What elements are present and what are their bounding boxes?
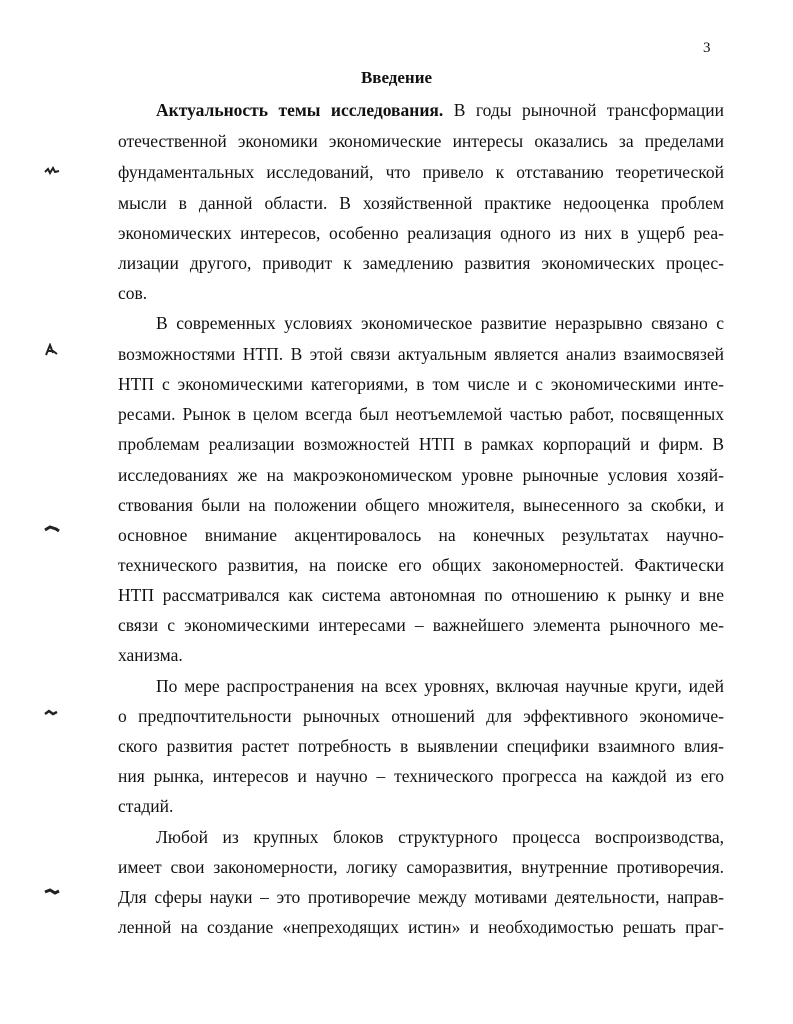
- text-line: ствования были на положении общего множителя, вынесенного за скобки, и: [118, 495, 724, 515]
- page-number: 3: [703, 40, 711, 56]
- line-text: В годы рыночной трансформации: [443, 100, 724, 120]
- text-line: [156, 100, 724, 120]
- page-title: Введение: [360, 68, 433, 87]
- text-line: ского развития растет потребность в выявлении специфики взаимного влия-: [118, 736, 724, 756]
- text-line: НТП с экономическими категориями, в том числе и с экономическими инте-: [118, 374, 724, 394]
- text-line: По мере распространения на всех уровнях, включая научные круги, идей: [156, 676, 724, 696]
- text-line: стадий.: [118, 796, 174, 816]
- text-line: о предпочтительности рыночных отношений для эффективного экономиче-: [118, 706, 724, 726]
- text-line: сов.: [118, 283, 148, 303]
- text-line: лизации другого, приводит к замедлению развития экономических процес-: [118, 253, 724, 273]
- text-line: основное внимание акцентировалось на конечных результатах научно-: [118, 525, 724, 545]
- text-line: мысли в данной области. В хозяйственной практике недооценка проблем: [118, 193, 724, 213]
- text-line: В современных условиях экономическое развитие неразрывно связано с: [156, 313, 724, 333]
- text-line: ленной на создание «непреходящих истин» и необходимостью решать праг-: [118, 917, 724, 937]
- margin-mark: [44, 708, 60, 718]
- text-line: ресами. Рынок в целом всегда был неотъемлемой частью работ, посвященных: [118, 404, 724, 424]
- section-lead: Актуальность темы исследования.: [156, 100, 444, 120]
- margin-mark: [44, 166, 60, 176]
- text-line: Для сферы науки – это противоречие между мотивами деятельности, направ-: [118, 887, 724, 907]
- text-line: НТП рассматривался как система автономная по отношению к рынку и вне: [118, 585, 724, 605]
- text-line: ния рынка, интересов и научно – технического прогресса на каждой из его: [118, 766, 724, 786]
- text-line: отечественной экономики экономические интересы оказались за пределами: [118, 131, 724, 151]
- text-line: связи с экономическими интересами – важнейшего элемента рыночного ме-: [118, 615, 724, 635]
- text-line: исследованиях же на макроэкономическом уровне рыночные условия хозяй-: [118, 465, 724, 485]
- text-line: технического развития, на поиске его общих закономерностей. Фактически: [118, 555, 724, 575]
- text-line: фундаментальных исследований, что привело к отставанию теоретической: [118, 162, 724, 182]
- margin-mark: [44, 887, 60, 897]
- text-line: возможностями НТП. В этой связи актуальным является анализ взаимосвязей: [118, 344, 724, 364]
- text-line: проблемам реализации возможностей НТП в рамках корпораций и фирм. В: [118, 434, 724, 454]
- text-line: имеет свои закономерности, логику саморазвития, внутренние противоречия.: [118, 857, 724, 877]
- margin-mark: [44, 343, 60, 357]
- margin-mark: [44, 524, 60, 534]
- text-line: ханизма.: [118, 645, 183, 665]
- text-line: Любой из крупных блоков структурного процесса воспроизводства,: [156, 827, 724, 847]
- text-line: экономических интересов, особенно реализация одного из них в ущерб реа-: [118, 223, 724, 243]
